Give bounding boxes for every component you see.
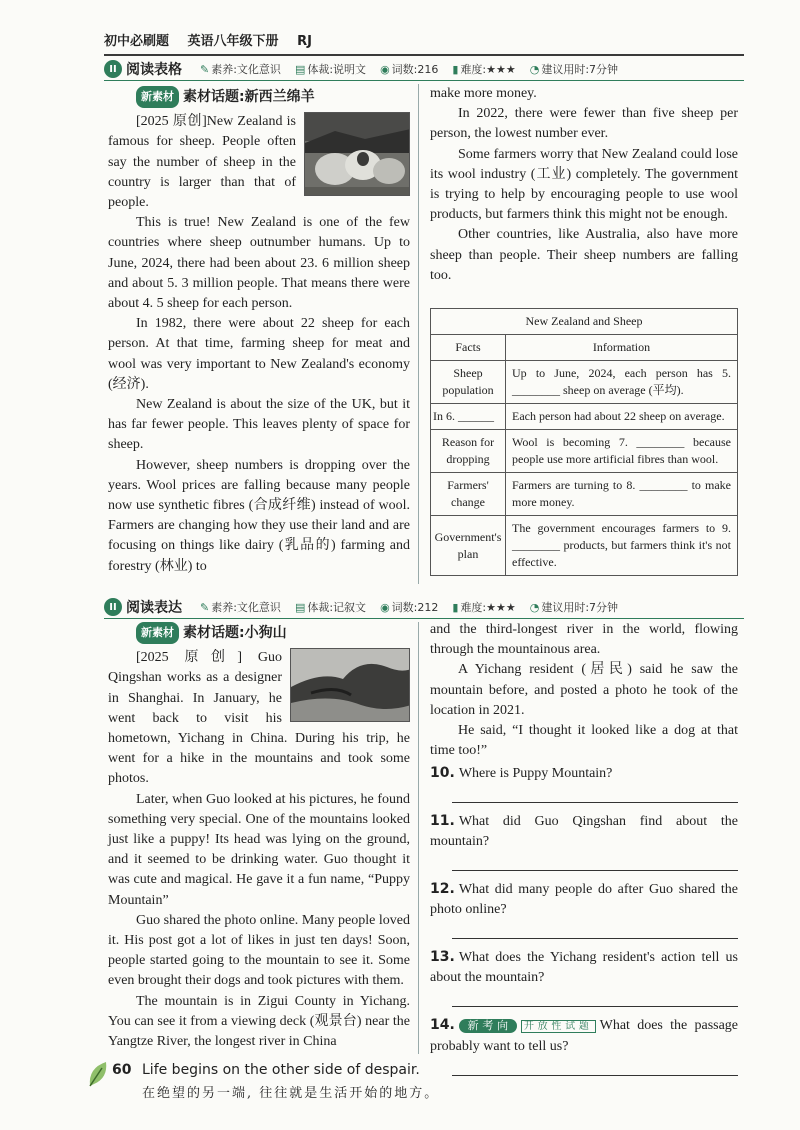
section1-left-column [108, 86, 410, 577]
column-divider [418, 622, 419, 1054]
suggested-time: ◔ 建议用时:7分钟 [529, 601, 619, 614]
paragraph: [2025 原创]New Zealand is famous for sheep. People often say the number of sheep in the country is larger than that of people. [108, 114, 296, 211]
paragraph: Later, when Guo looked at his pictures, he found something very special. One of the mountains looked just like a puppy! Its head was lying on the ground, and it seemed to be drinking water. Guo thought it was cute and magical. He gave it a fun name, “Puppy Mountain” [108, 791, 410, 908]
new-exam-tag: 新考向 [459, 1019, 517, 1033]
answer-line[interactable] [452, 802, 738, 803]
paragraph: make more money. [430, 86, 537, 101]
paragraph: In 1982, there were about 22 sheep for each person. At that time, farming sheep for meat and wool was very important to New Zealand's economy (经济). [108, 316, 410, 392]
paragraph: and the third-longest river in the world, flowing through the mountainous area. [430, 622, 738, 658]
header-rule [104, 54, 744, 56]
topic-text: 素材话题:新西兰绵羊 [183, 89, 315, 105]
table-row [431, 516, 737, 575]
question-12: 12. What did many people do after Guo shared the photo online? [430, 879, 738, 939]
info-cell[interactable]: Farmers are turning to 8. ________ to make more money. [512, 478, 731, 509]
section1-bar [104, 58, 744, 80]
pen-icon: ✎ [200, 601, 210, 614]
section2-rule [104, 618, 744, 619]
book-title: 初中必刷题 [104, 34, 170, 49]
question-11: 11. What did Guo Qingshan find about the mountain? [430, 811, 738, 871]
suggested-time: ◔ 建议用时:7分钟 [529, 63, 619, 76]
edition: RJ [297, 34, 312, 49]
new-material-tag: 新素材 [136, 622, 179, 644]
paragraph: The mountain is in Zigui County in Yichang. You can see it from a viewing deck (观景台) near the Yangtze River, the longest river in China [108, 993, 410, 1050]
word-count: ◉ 词数:216 [380, 63, 439, 76]
paragraph: This is true! New Zealand is one of the few countries where sheep outnumber humans. Up to June, 2024, there had been about 23. 6 million sheep and about 5. 3 million people. That means there were about 4. 5 sheep for each person. [108, 215, 410, 312]
section1-rule [104, 80, 744, 81]
info-cell[interactable]: Wool is becoming 7. ________ because people use more artificial fibres than wool. [512, 435, 731, 466]
paragraph: Some farmers worry that New Zealand could lose its wool industry (工业) completely. The government is trying to help by encouraging people to use wool products, but farmers think this might not be enough. [430, 146, 738, 223]
header-cell: Information [592, 340, 651, 354]
table-row [431, 430, 737, 473]
section2-left-column [108, 622, 410, 1052]
section-badge: II [104, 598, 122, 616]
topic-heading [136, 622, 410, 644]
question-10: 10. Where is Puppy Mountain? [430, 763, 738, 803]
quote-english: Life begins on the other side of despair. [142, 1062, 420, 1078]
table-row [431, 473, 737, 516]
info-cell[interactable]: The government encourages farmers to 9. ________ products, but farmers think it's not effective. [512, 521, 731, 569]
genre-label: ▤ 体裁:说明文 [294, 63, 367, 76]
paragraph: [2025 原创] Guo Qingshan works as a designer in Shanghai. In January, he went back to visit his hometown, Yichang in China. During his trip, he went for a hike in the mountains and took some photos. [108, 650, 410, 787]
difficulty: ▮ 难度:★★★ [452, 63, 516, 76]
paragraph: He said, “I thought it looked like a dog at that time too!” [430, 723, 738, 759]
literacy-label: ✎ 素养:文化意识 [200, 63, 281, 76]
paragraph: Guo shared the photo online. Many people loved it. His post got a lot of likes in just ten days! Soon, people started going to the mountain to see it. Some even brought their dogs and took pictures with them. [108, 912, 410, 989]
page-footer [86, 1060, 746, 1104]
column-divider [418, 84, 419, 584]
book-icon: ▤ [294, 63, 306, 76]
bars-icon: ▮ [452, 63, 459, 76]
section-badge: II [104, 60, 122, 78]
section-title: 阅读表达 [126, 600, 182, 616]
new-material-tag: 新素材 [136, 86, 179, 108]
open-question-tag: 开放性试题 [521, 1020, 596, 1033]
section2-bar [104, 596, 744, 618]
table-header-row [431, 335, 737, 361]
fact-cell: Sheep population [431, 361, 506, 403]
quote-chinese: 在绝望的另一端, 往往就是生活开始的地方。 [142, 1086, 440, 1101]
fact-cell: Farmers' change [431, 473, 506, 515]
table-row [431, 361, 737, 404]
leaf-icon [86, 1060, 110, 1088]
info-cell[interactable]: Up to June, 2024, each person has 5. ________ sheep on average (平均). [512, 366, 731, 397]
fact-cell: Government's plan [431, 516, 506, 575]
fact-cell[interactable]: In 6. ______ [431, 404, 506, 429]
pen-icon: ✎ [200, 63, 210, 76]
page-header [104, 30, 744, 56]
question-13: 13. What does the Yichang resident's action tell us about the mountain? [430, 947, 738, 1007]
paragraph: A Yichang resident (居民) said he saw the mountain before, and posted a photo he took of the location in 2021. [430, 662, 738, 718]
paragraph: In 2022, there were fewer than five sheep per person, the lowest number ever. [430, 106, 738, 142]
section2-right-column [430, 620, 738, 1076]
difficulty: ▮ 难度:★★★ [452, 601, 516, 614]
clock-icon: ◔ [529, 63, 540, 76]
word-count: ◉ 词数:212 [380, 601, 439, 614]
sheep-photo [304, 112, 410, 196]
topic-text: 素材话题:小狗山 [183, 625, 287, 641]
fact-cell: Reason for dropping [431, 430, 506, 472]
mountain-photo [290, 648, 410, 722]
answer-line[interactable] [452, 1006, 738, 1007]
page-number: 60 [112, 1062, 132, 1078]
topic-heading [136, 86, 410, 108]
clock-icon: ◔ [529, 601, 540, 614]
bars-icon: ▮ [452, 601, 459, 614]
book-icon: ▤ [294, 601, 306, 614]
facts-table [430, 308, 738, 576]
answer-line[interactable] [452, 870, 738, 871]
paragraph: New Zealand is about the size of the UK, but it has far fewer people. This leaves plenty of space for sheep. [108, 397, 410, 453]
count-icon: ◉ [380, 63, 390, 76]
section1-right-column [430, 84, 738, 286]
paragraph: Other countries, like Australia, also have more sheep than people. Their sheep numbers are falling too. [430, 227, 738, 283]
table-caption: New Zealand and Sheep [431, 309, 737, 335]
subject: 英语八年级下册 [187, 34, 279, 49]
count-icon: ◉ [380, 601, 390, 614]
answer-line[interactable] [452, 938, 738, 939]
genre-label: ▤ 体裁:记叙文 [294, 601, 367, 614]
table-row [431, 404, 737, 430]
section-title: 阅读表格 [126, 62, 182, 78]
literacy-label: ✎ 素养:文化意识 [200, 601, 281, 614]
info-cell: Each person had about 22 sheep on average. [512, 409, 725, 423]
question-14: 14. 新考向 开放性试题 What does the passage probably want to tell us? [430, 1015, 738, 1076]
paragraph: However, sheep numbers is dropping over the years. Wool prices are falling because many people now use synthetic fibres (合成纤维) instead of wool. Farmers are changing how they use their land and are focusing on things like dairy (乳品的) farming and forestry (林业) to [108, 457, 410, 574]
header-cell: Facts [431, 335, 506, 360]
